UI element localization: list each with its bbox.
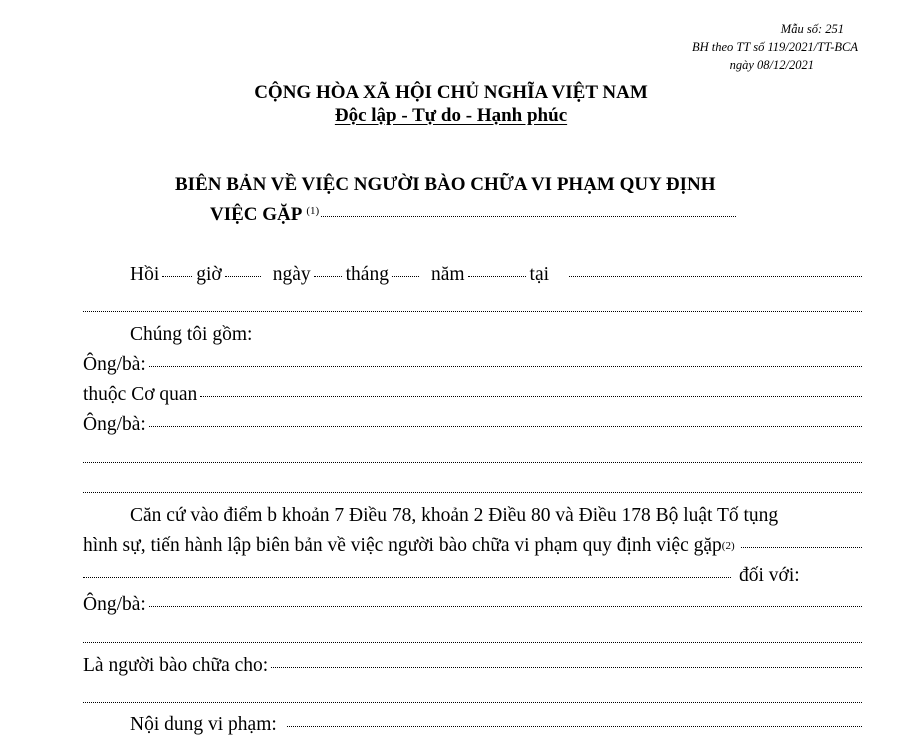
defender-for-line <box>83 655 862 677</box>
day-label: ngày <box>272 264 311 285</box>
form-number: Mẫu số: 251 <box>780 22 844 36</box>
subject-person-label: Ông/bà: <box>83 594 146 615</box>
person1-label: Ông/bà: <box>83 354 146 375</box>
violation-field[interactable] <box>287 726 862 727</box>
subject-person-line <box>83 594 862 616</box>
person2-label: Ông/bà: <box>83 414 146 435</box>
motto-text: Độc lập - Tự do - Hạnh phúc <box>334 105 568 126</box>
basis-line-1 <box>83 505 862 527</box>
place-field[interactable] <box>569 276 862 277</box>
subject-person-field[interactable] <box>149 606 862 607</box>
month-label: tháng <box>345 264 389 285</box>
form-info <box>692 20 858 74</box>
agency-line <box>83 384 862 406</box>
violation-line <box>83 714 862 736</box>
members-extra-line-2[interactable] <box>83 492 862 493</box>
against-line <box>83 565 862 587</box>
subject-extra-line[interactable] <box>83 642 862 643</box>
basis-text-1: Căn cứ vào điểm b khoản 7 Điều 78, khoản 2 Điều 80 và Điều 178 Bộ luật Tố tụng <box>130 505 779 526</box>
year-field[interactable] <box>468 276 526 277</box>
members-intro: Chúng tôi gồm: <box>130 324 253 345</box>
basis-ref-2: (2) <box>721 540 735 552</box>
agency-label: thuộc Cơ quan <box>83 384 198 405</box>
year-label: năm <box>430 264 465 285</box>
violation-label: Nội dung vi phạm: <box>130 714 277 735</box>
title-ref-1: (1) <box>306 205 320 217</box>
time-place-line <box>83 264 862 286</box>
basis-field-continued[interactable] <box>83 577 731 578</box>
agency-field[interactable] <box>200 396 862 397</box>
document-title-line1: BIÊN BẢN VỀ VIỆC NGƯỜI BÀO CHỮA VI PHẠM QUY ĐỊNH <box>175 174 716 195</box>
place-field-continued[interactable] <box>83 311 862 312</box>
minute-field[interactable] <box>225 276 261 277</box>
against-label: đối với: <box>739 565 800 586</box>
person1-line <box>83 354 862 376</box>
defender-for-field[interactable] <box>271 667 862 668</box>
nation-header: CỘNG HÒA XÃ HỘI CHỦ NGHĨA VIỆT NAM <box>254 82 648 103</box>
members-intro-line <box>83 324 862 346</box>
title-line2-text: VIỆC GẶP <box>210 204 303 225</box>
person2-line <box>83 414 862 436</box>
document-title-line2 <box>210 204 736 226</box>
form-issued-by: BH theo TT số 119/2021/TT-BCA <box>692 40 858 54</box>
hour-label: Hồi <box>130 264 160 285</box>
members-extra-line-1[interactable] <box>83 462 862 463</box>
defender-extra-line[interactable] <box>83 702 862 703</box>
month-field[interactable] <box>392 276 419 277</box>
form-date: ngày 08/12/2021 <box>729 58 814 72</box>
basis-field[interactable] <box>741 547 862 548</box>
at-label: tại <box>529 264 550 285</box>
defender-for-label: Là người bào chữa cho: <box>83 655 269 676</box>
day-field[interactable] <box>314 276 342 277</box>
basis-text-2: hình sự, tiến hành lập biên bản về việc người bào chữa vi phạm quy định việc gặp <box>83 535 722 556</box>
motto <box>0 105 902 127</box>
person1-field[interactable] <box>149 366 862 367</box>
basis-line-2 <box>83 535 862 557</box>
person2-field[interactable] <box>149 426 862 427</box>
title-fill-line[interactable] <box>321 216 736 217</box>
time-label: giờ <box>196 264 222 285</box>
hour-field[interactable] <box>162 276 192 277</box>
